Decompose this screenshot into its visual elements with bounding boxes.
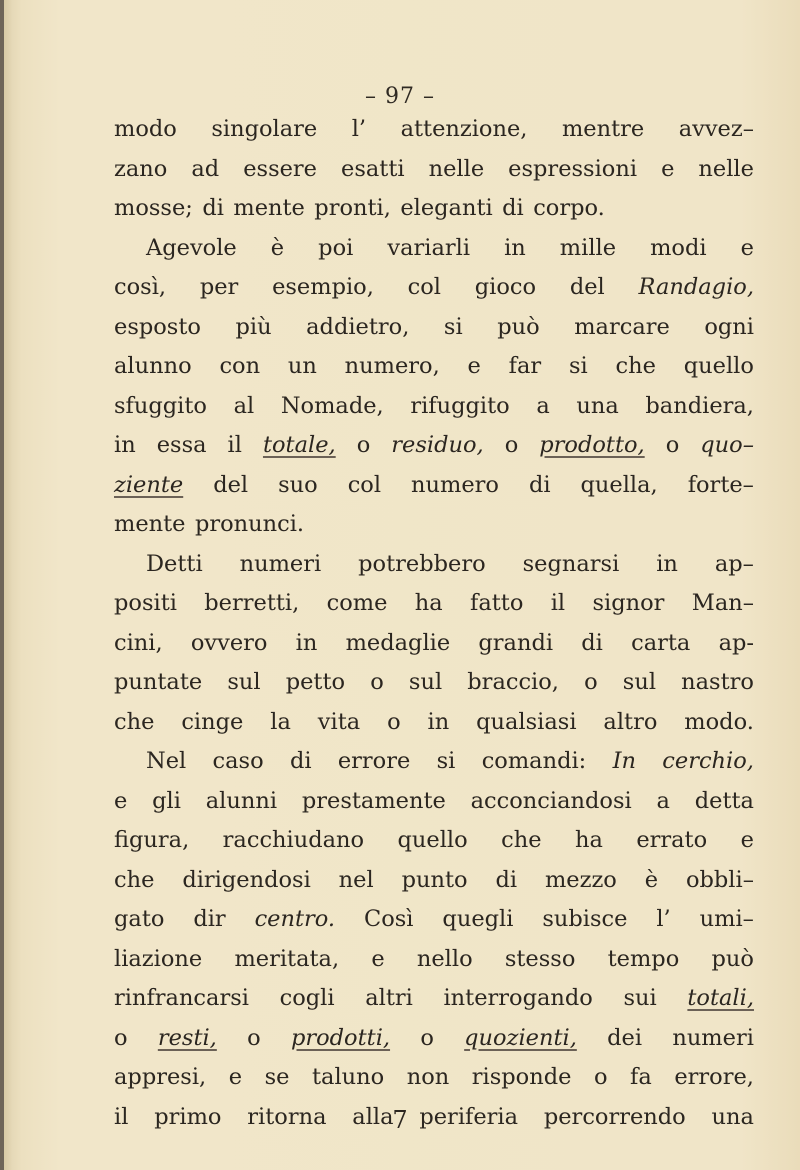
word: puntate	[114, 669, 203, 695]
word: essa	[156, 432, 207, 458]
word: caso	[212, 748, 264, 774]
word: o	[665, 432, 680, 458]
word: ha	[414, 590, 443, 616]
word: il	[114, 1103, 129, 1130]
word: subisce	[542, 906, 628, 932]
word: cini,	[114, 629, 163, 656]
word: acconciandosi	[470, 787, 632, 814]
word: numeri	[239, 550, 322, 577]
word: ovvero	[190, 629, 268, 656]
word: è	[644, 866, 659, 893]
word: mosse;	[114, 195, 193, 221]
word: comandi:	[481, 748, 587, 774]
word: non	[406, 1064, 450, 1090]
word: taluno	[311, 1064, 385, 1090]
word: il	[227, 432, 242, 458]
word: poi	[318, 234, 354, 261]
word: in	[114, 432, 136, 458]
word: fatto	[470, 590, 524, 616]
text-line	[114, 110, 754, 150]
word: potrebbero	[358, 550, 486, 577]
word: ap–	[714, 550, 754, 577]
word: Nomade,	[280, 392, 384, 419]
word: con	[219, 353, 261, 379]
text-line	[114, 940, 754, 980]
word: quello	[397, 827, 468, 853]
word: l’	[656, 906, 671, 932]
word: prestamente	[301, 787, 446, 814]
word: alunno	[114, 353, 192, 379]
word: Così	[364, 906, 414, 932]
word: centro.	[254, 906, 336, 932]
word: e	[228, 1064, 243, 1090]
word: marcare	[574, 313, 670, 340]
word: nelle	[428, 155, 485, 182]
word: risponde	[471, 1064, 572, 1090]
word: di	[581, 629, 603, 656]
word: e	[114, 787, 128, 814]
word: col	[407, 274, 441, 300]
word: mezzo	[544, 866, 617, 893]
word: può	[497, 313, 540, 340]
word: o	[387, 708, 401, 735]
word: si	[568, 353, 588, 379]
text-line	[114, 663, 754, 703]
word: così,	[114, 274, 167, 300]
word: liazione	[114, 945, 203, 972]
word: dir	[193, 906, 226, 932]
word: totale,	[262, 432, 336, 458]
word: espressioni	[508, 155, 638, 182]
word: petto	[285, 669, 346, 695]
word: una	[711, 1103, 754, 1130]
word: a	[536, 392, 550, 419]
word: di	[495, 866, 518, 893]
word: errore,	[674, 1064, 754, 1090]
word: bandiera,	[645, 392, 754, 419]
word: in	[656, 550, 678, 577]
word: che	[114, 708, 155, 735]
word: e	[740, 827, 754, 853]
word: dei	[607, 1024, 643, 1051]
word: del	[569, 274, 605, 300]
word: gli	[152, 787, 181, 814]
word: nelle	[698, 155, 754, 182]
word: esempio,	[272, 274, 374, 300]
word: o	[114, 1024, 128, 1051]
word: Agevole	[146, 234, 237, 261]
word: e	[740, 234, 754, 261]
text-line	[114, 1019, 754, 1059]
text-line	[114, 308, 754, 348]
word: se	[264, 1064, 290, 1090]
word: prodotti,	[290, 1024, 391, 1051]
word: cerchio,	[662, 748, 754, 774]
word: rinfrancarsi	[114, 985, 249, 1011]
word: sul	[622, 669, 657, 695]
word: Detti	[146, 550, 203, 577]
word: stesso	[504, 945, 576, 972]
word: qualsiasi	[476, 708, 577, 735]
word: punto	[401, 866, 468, 893]
word: quozienti,	[464, 1024, 577, 1051]
word: far	[508, 353, 542, 379]
text-line	[114, 426, 754, 466]
word: percorrendo	[543, 1103, 686, 1130]
word: modi	[650, 234, 707, 261]
text-line	[114, 821, 754, 861]
word: braccio,	[467, 669, 559, 695]
word: il	[550, 590, 566, 616]
word: si	[436, 748, 456, 774]
text-line	[114, 150, 754, 190]
word: e	[467, 353, 481, 379]
word: col	[347, 471, 382, 498]
word: esatti	[341, 155, 405, 182]
word: signor	[592, 590, 665, 616]
word: mille	[559, 234, 617, 261]
text-line	[114, 782, 754, 822]
word: dirigendosi	[182, 866, 311, 893]
page-number-header: – 97 –	[365, 84, 435, 109]
text-line	[114, 1058, 754, 1098]
text-line	[114, 979, 754, 1019]
word: tempo	[607, 945, 680, 972]
word: o	[420, 1024, 434, 1051]
text-line	[114, 466, 754, 506]
word: mente	[114, 511, 186, 537]
word: la	[270, 708, 291, 735]
word: ogni	[704, 313, 754, 340]
word: quella,	[580, 471, 658, 498]
word: esposto	[114, 313, 201, 340]
word: nastro	[681, 669, 754, 695]
word: di	[528, 471, 551, 498]
body-text	[114, 110, 754, 1137]
word: zano	[114, 155, 168, 182]
word: Nel	[146, 748, 187, 774]
word: racchiudano	[222, 827, 365, 853]
word: avvez–	[678, 116, 754, 142]
word: grandi	[478, 629, 554, 656]
word: o	[593, 1064, 608, 1090]
word: eleganti	[400, 195, 493, 221]
word: o	[370, 669, 384, 695]
word: o	[247, 1024, 261, 1051]
word: forte–	[687, 471, 754, 498]
word: modo	[114, 116, 177, 142]
word: in	[295, 629, 318, 656]
text-line	[114, 189, 754, 229]
text-line	[114, 900, 754, 940]
text-line	[114, 624, 754, 664]
word: o	[584, 669, 598, 695]
word: altro	[603, 708, 658, 735]
word: errato	[636, 827, 708, 853]
word: attenzione,	[400, 116, 528, 142]
word: primo	[154, 1103, 222, 1130]
word: obbli–	[685, 866, 754, 893]
word: meritata,	[234, 945, 340, 972]
word: che	[114, 866, 155, 893]
word: più	[235, 313, 272, 340]
word: altri	[365, 985, 413, 1011]
word: positi	[114, 590, 177, 616]
word: figura,	[114, 827, 190, 853]
word: numeri	[672, 1024, 754, 1051]
word: mente	[233, 195, 305, 221]
text-line	[114, 742, 754, 782]
word: sul	[227, 669, 261, 695]
word: quegli	[442, 906, 514, 932]
word: che	[501, 827, 542, 853]
word: detta	[694, 787, 754, 814]
word: nel	[338, 866, 374, 893]
word: sui	[623, 985, 657, 1011]
word: in	[427, 708, 450, 735]
word: e	[371, 945, 385, 972]
word: per	[199, 274, 239, 300]
word: errore	[337, 748, 411, 774]
word: del	[213, 471, 249, 498]
signature-mark: 7	[392, 1106, 408, 1134]
word: in	[504, 234, 526, 261]
word: pronti,	[314, 195, 391, 221]
word: fa	[630, 1064, 652, 1090]
word: variarli	[387, 234, 471, 261]
word: modo.	[684, 708, 754, 735]
word: cinge	[181, 708, 244, 735]
word: o	[504, 432, 519, 458]
word: alla	[352, 1103, 394, 1130]
word: totali,	[687, 985, 754, 1011]
word: residuo,	[391, 432, 484, 458]
word: l’	[351, 116, 367, 142]
word: ad	[191, 155, 220, 182]
word: umi–	[699, 906, 754, 932]
text-line	[114, 229, 754, 269]
word: o	[356, 432, 371, 458]
word: medaglie	[345, 629, 451, 656]
word: a	[656, 787, 670, 814]
word: è	[270, 234, 285, 261]
word: gioco	[474, 274, 537, 300]
word: ziente	[114, 471, 184, 498]
word: può	[711, 945, 754, 972]
word: essere	[243, 155, 317, 182]
word: di	[289, 748, 312, 774]
word: quello	[683, 353, 754, 379]
word: numero,	[344, 353, 440, 379]
text-line	[114, 703, 754, 743]
word: al	[233, 392, 255, 419]
text-line	[114, 584, 754, 624]
word: interrogando	[443, 985, 593, 1011]
word: rifuggito	[410, 392, 510, 419]
word: vita	[317, 708, 361, 735]
word: pronunci.	[194, 511, 305, 537]
text-line	[114, 387, 754, 427]
word: In	[612, 748, 636, 774]
word: come	[326, 590, 388, 616]
word: quo–	[700, 432, 754, 458]
word: sfuggito	[114, 392, 207, 419]
word: suo	[278, 471, 318, 498]
page-gutter-shadow	[4, 0, 12, 1170]
word: berretti,	[204, 590, 300, 616]
word: prodotto,	[539, 432, 645, 458]
text-line	[114, 861, 754, 901]
word: che	[615, 353, 656, 379]
word: resti,	[157, 1024, 217, 1051]
word: di	[202, 195, 224, 221]
word: segnarsi	[522, 550, 620, 577]
text-line	[114, 545, 754, 585]
word: ritorna	[247, 1103, 327, 1130]
text-line	[114, 268, 754, 308]
word: cogli	[279, 985, 335, 1011]
word: addietro,	[306, 313, 410, 340]
text-line	[114, 505, 754, 545]
word: un	[287, 353, 317, 379]
word: numero	[411, 471, 499, 498]
word: appresi,	[114, 1064, 207, 1090]
word: sul	[408, 669, 443, 695]
word: corpo.	[533, 195, 605, 221]
word: di	[502, 195, 524, 221]
word: ap-	[718, 629, 754, 656]
word: si	[443, 313, 463, 340]
word: alunni	[205, 787, 278, 814]
word: mentre	[561, 116, 645, 142]
word: nello	[416, 945, 473, 972]
word: singolare	[211, 116, 318, 142]
word: carta	[631, 629, 691, 656]
text-line	[114, 347, 754, 387]
word: Randagio,	[638, 274, 754, 300]
word: ha	[574, 827, 603, 853]
word: Man–	[691, 590, 754, 616]
word: gato	[114, 906, 165, 932]
word: periferia	[419, 1103, 519, 1130]
word: e	[661, 155, 675, 182]
word: una	[576, 392, 619, 419]
